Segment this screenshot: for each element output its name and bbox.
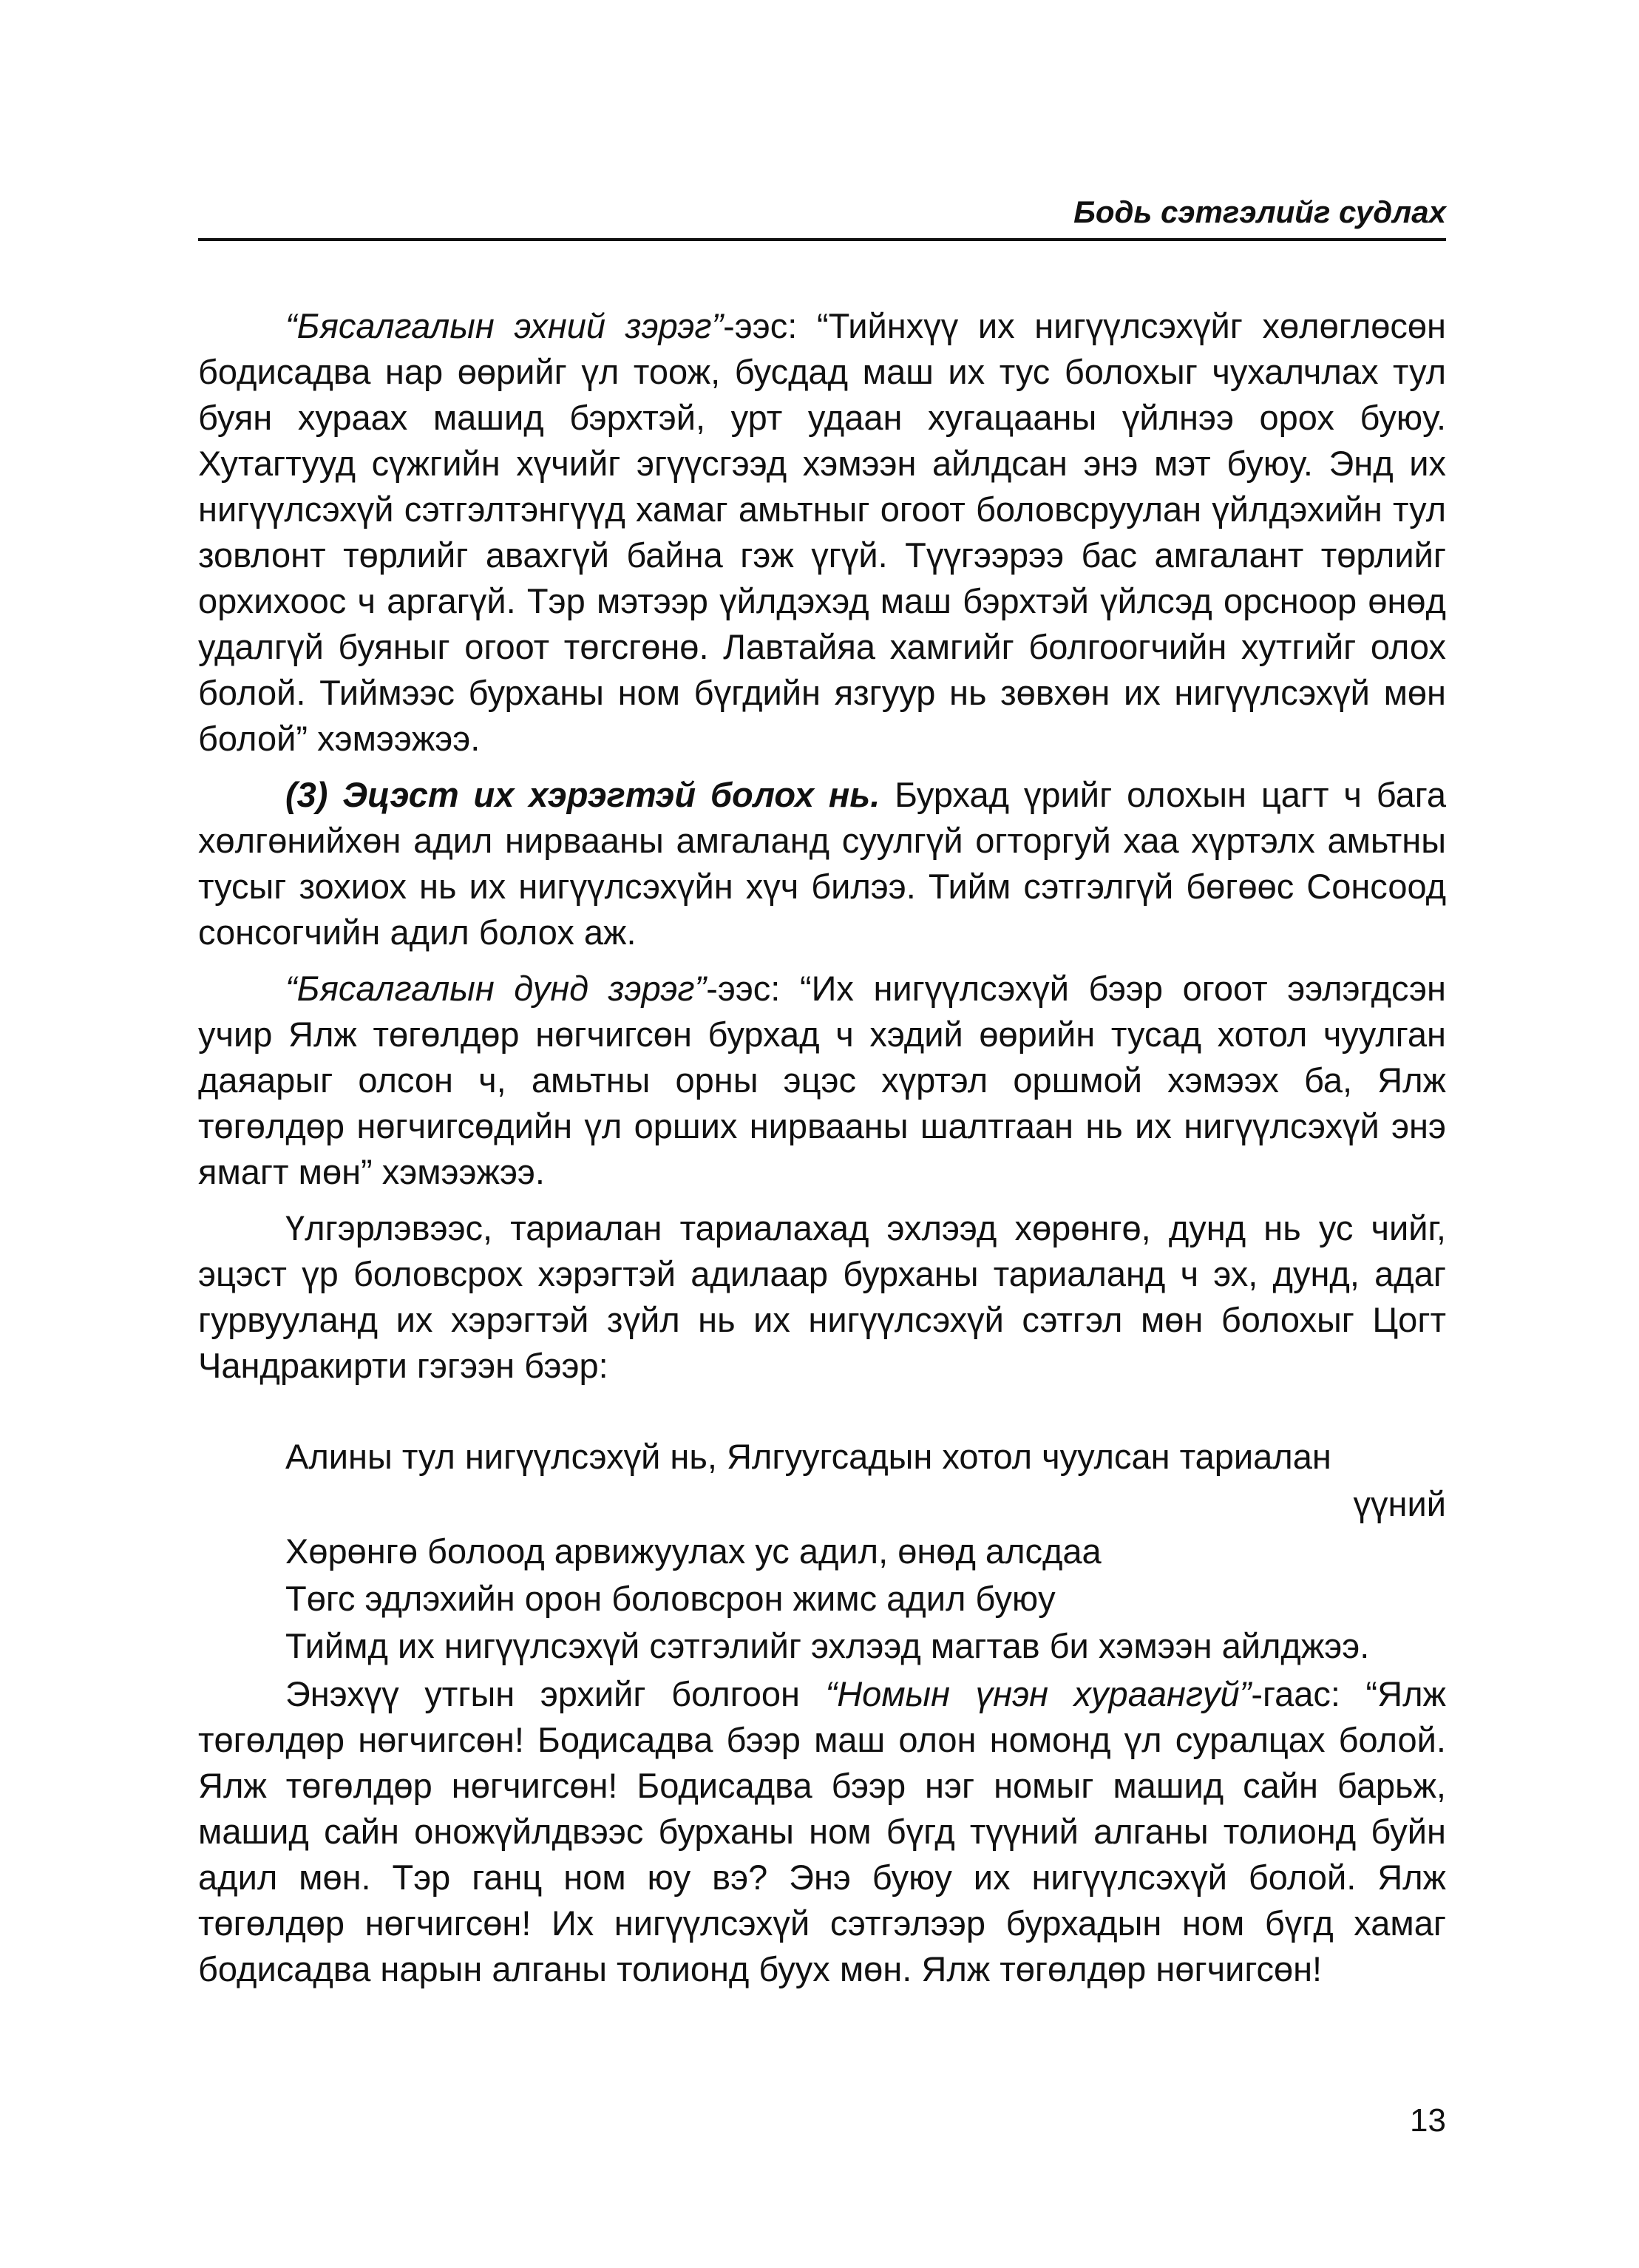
paragraph-text: -гаас: “Ялж төгөлдөр нөгчигсөн! Бодисадва бээр маш олон номонд үл суралцах болой. Ялж төгөлдөр нөгчигсөн! Бодисадва бээр нэг номыг машид сайн барьж, машид сайн оножүйлдвээс бурханы ном бүгд түүний алганы толионд буйн адил мөн. Тэр ганц ном юу вэ? Энэ буюу их нигүүлсэхүй болой. Ялж төгөлдөр нөгчигсөн! Их нигүүлсэхүй сэтгэлээр бурхадын ном бүгд хамаг бодисадва нарын алганы толионд буух мөн. Ялж төгөлдөр нөгчигсөн! <box>198 1674 1446 1988</box>
verse-line-4: Тиймд их нигүүлсэхүй сэтгэлийг эхлээд магтав би хэмээн айлджээ. <box>285 1626 1370 1665</box>
header-rule <box>198 238 1446 241</box>
paragraph-3 <box>198 966 1446 1195</box>
verse-line-3: Төгс эдлэхийн орон боловсрон жимс адил буюу <box>285 1579 1056 1618</box>
page-number: 13 <box>1410 2102 1446 2139</box>
running-head-title: Бодь сэтгэлийг судлах <box>1073 194 1446 229</box>
source-title: “Бясалгалын дунд зэрэг” <box>285 969 707 1008</box>
verse-line-2: Хөрөнгө болоод арвижуулах ус адил, өнөд алсдаа <box>285 1531 1102 1571</box>
page-body <box>198 303 1446 2003</box>
paragraph-text: -ээс: “Тийнхүү их нигүүлсэхүйг хөлөглөсөн бодисадва нар өөрийг үл тоож, бусдад маш их тус болохыг чухалчлах тул буян хураах машид бэрхтэй, урт удаан хугацааны үйлнээ орох буюу. Хутагтууд сүжгийн хүчийг эгүүсгээд хэмээн айлдсан энэ мэт буюу. Энд их нигүүлсэхүй сэтгэлтэнгүүд хамаг амьтныг огоот боловсруулан үйлдэхийн тул зовлонт төрлийг авахгүй байна гэж үгүй. Түүгээрээ бас амгалант төрлийг орхихоос ч аргагүй. Тэр мэтээр үйлдэхэд маш бэрхтэй үйлсэд орсноор өнөд удалгүй буяныг огоот төгсгөнө. Лавтайяа хамгийг болгоогчийн хутгийг олох болой. Тиймээс бурханы ном бүгдийн язгуур нь зөвхөн их нигүүлсэхүй мөн болой” хэмээжээ. <box>198 306 1446 758</box>
paragraph-1 <box>198 303 1446 762</box>
paragraph-text-lead: Энэхүү утгын эрхийг болгоон <box>285 1674 826 1713</box>
paragraph-text: Үлгэрлэвээс, тариалан тариалахад эхлээд хөрөнгө, дунд нь ус чийг, эцэст үр боловсрох хэрэгтэй адилаар бурханы тариаланд ч эх, дунд, адаг гурвууланд их хэрэгтэй зүйл нь их нигүүлсэхүй сэтгэл мөн болохыг Цогт Чандракирти гэгээн бээр: <box>198 1208 1446 1385</box>
paragraph-text: -ээс: “Их нигүүлсэхүй бээр огоот ээлэгдсэн учир Ялж төгөлдөр нөгчигсөн бурхад ч хэдий өөрийн тусад хотол чуулган даяарыг олсон ч, амьтны орны эцэс хүртэл оршмой хэмээх ба, Ялж төгөлдөр нөгчигсөдийн үл орших нирвааны шалтгаан нь их нигүүлсэхүй энэ ямагт мөн” хэмээжээ. <box>198 969 1446 1191</box>
verse-line-1: Алины тул нигүүлсэхүй нь, Ялгуугсадын хотол чуулсан тариалан <box>285 1437 1331 1476</box>
verse-line-1-continuation: үүний <box>1353 1484 1446 1523</box>
paragraph-4 <box>198 1205 1446 1389</box>
source-title: “Бясалгалын эхний зэрэг” <box>285 306 724 345</box>
section-heading: (3) Эцэст их хэрэгтэй болох нь. <box>285 775 880 814</box>
source-title: “Номын үнэн хураангуй” <box>825 1674 1252 1713</box>
paragraph-5 <box>198 1671 1446 1992</box>
verse-quote <box>285 1433 1446 1670</box>
paragraph-text: Бурхад үрийг олохын цагт ч бага хөлгөнийхөн адил нирвааны амгаланд суулгүй огторгуй хаа хүртэлх амьтны тусыг зохиох нь их нигүүлсэхүйн хүч билээ. Тийм сэтгэлгүй бөгөөс Сонсоод сонсогчийн адил болох аж. <box>198 775 1447 952</box>
paragraph-2 <box>198 772 1446 955</box>
